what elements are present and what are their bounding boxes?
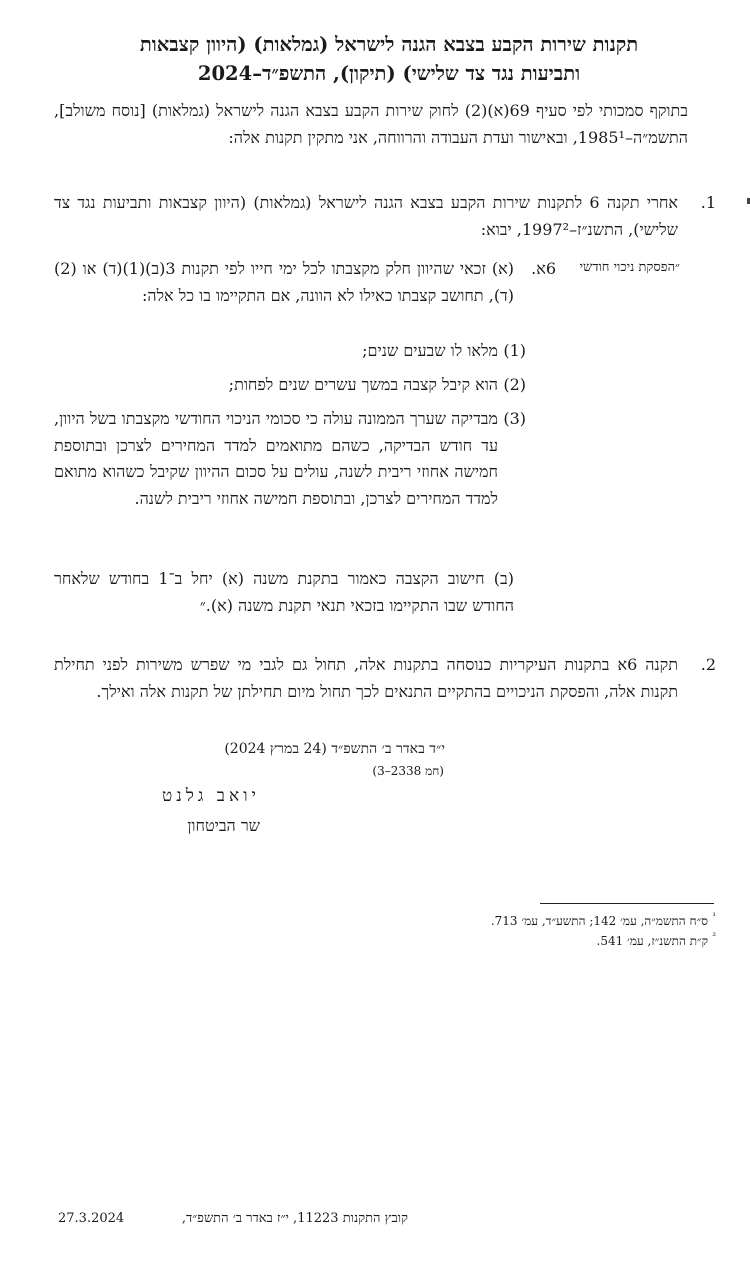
signing-date: י״ד באדר ב׳ התשפ״ד (24 במרץ 2024) [224, 741, 445, 757]
footer-publication: קובץ התקנות 11223, י״ז באדר ב׳ התשפ״ד, [181, 1211, 408, 1226]
signer-title: שר הביטחון [187, 816, 260, 835]
section-2-number: 2. [700, 655, 716, 674]
footnote-2-text: ק״ת התשנ״ז, עמ׳ 541. [596, 934, 708, 948]
footnote-2 [596, 932, 716, 951]
subregulation-b: (ב) חישוב הקצבה כאמור בתקנת משנה (א) יחל ב־1 בחודש שלאחר החודש שבו התקיימו בזכאי תנאי תקנת משנה (א).״ [54, 569, 514, 615]
footnote-divider [540, 903, 714, 904]
clause-3-number: (3) [503, 409, 526, 428]
clause-1-text: מלאו לו שבעים שנים; [362, 341, 498, 360]
title-line-2: ותביעות נגד צד שלישי) (תיקון), התשפ״ד–2024 [197, 62, 581, 85]
section-1-number: 1. [700, 193, 716, 212]
footnote-1-text: ס״ח התשמ״ה, עמ׳ 142; התשע״ד, עמ׳ 713. [490, 914, 708, 928]
footnote-1 [490, 912, 716, 931]
section-2-text: תקנה 6א בתקנות העיקריות כנוסחה בתקנות אלה, תחול גם לגבי מי שפרש משירות לפני תחילת תקנות אלה, והפסקת הניכויים בהתקיים התנאים לכך תחול מיום תחילתן של תקנות אלה ואילך. [54, 655, 679, 701]
clause-2-text: הוא קיבל קצבה במשך עשרים שנים לפחות; [228, 375, 498, 394]
clause-2 [54, 372, 526, 399]
document-title [90, 30, 688, 88]
footnote-1-mark: ¹ [712, 912, 716, 922]
clause-3 [54, 406, 526, 512]
clause-3-text: מבדיקה שערך הממונה עולה כי סכומי הניכוי החודשי מקצבתו בשל היוון, עד חודש הבדיקה, כשהם מתואמים למדד המחירים לצרכן ובתוספת חמישה אחוזי ריבית לשנה, עולים על סכום ההיוון שקיבל כשהוא מתואם למדד המחירים לצרכן, ובתוספת חמישה אחוזי ריבית לשנה. [54, 409, 498, 508]
page-footer [58, 1209, 408, 1229]
clause-2-number: (2) [503, 375, 526, 394]
side-note: ״הפסקת ניכוי חודשי [579, 260, 680, 275]
footnote-2-mark: ² [712, 932, 716, 942]
clause-1 [54, 338, 526, 365]
new-regulation-number: 6א. [531, 259, 556, 278]
section-1-text: אחרי תקנה 6 לתקנות שירות הקבע בצבא הגנה לישראל (גמלאות) (היוון קצבאות ותביעות נגד צד שלישי), התשנ״ז–1997², יבוא: [54, 193, 678, 239]
footer-date: 27.3.2024 [58, 1211, 125, 1226]
subregulation-a: (א) זכאי שהיוון חלק מקצבתו לכל ימי חייו לפי תקנות 3(ב)(1)(ד) או (2)(ד), תחושב קצבתו כאילו לא הוונה, אם התקיימו בו כל אלה: [54, 259, 515, 305]
signer-name: יואב גלנט [162, 786, 260, 806]
preamble: בתוקף סמכותי לפי סעיף 69(א)(2) לחוק שירות הקבע בצבא הגנה לישראל (גמלאות) [נוסח משולב], התשמ״ה–1985¹, ובאישור ועדת העבודה והרווחה, אני מתקין תקנות אלה: [54, 101, 688, 147]
clause-1-number: (1) [503, 341, 526, 360]
file-reference: (חמ 2338–3) [372, 764, 444, 778]
title-line-1: תקנות שירות הקבע בצבא הגנה לישראל (גמלאות) (היוון קצבאות [139, 33, 639, 56]
